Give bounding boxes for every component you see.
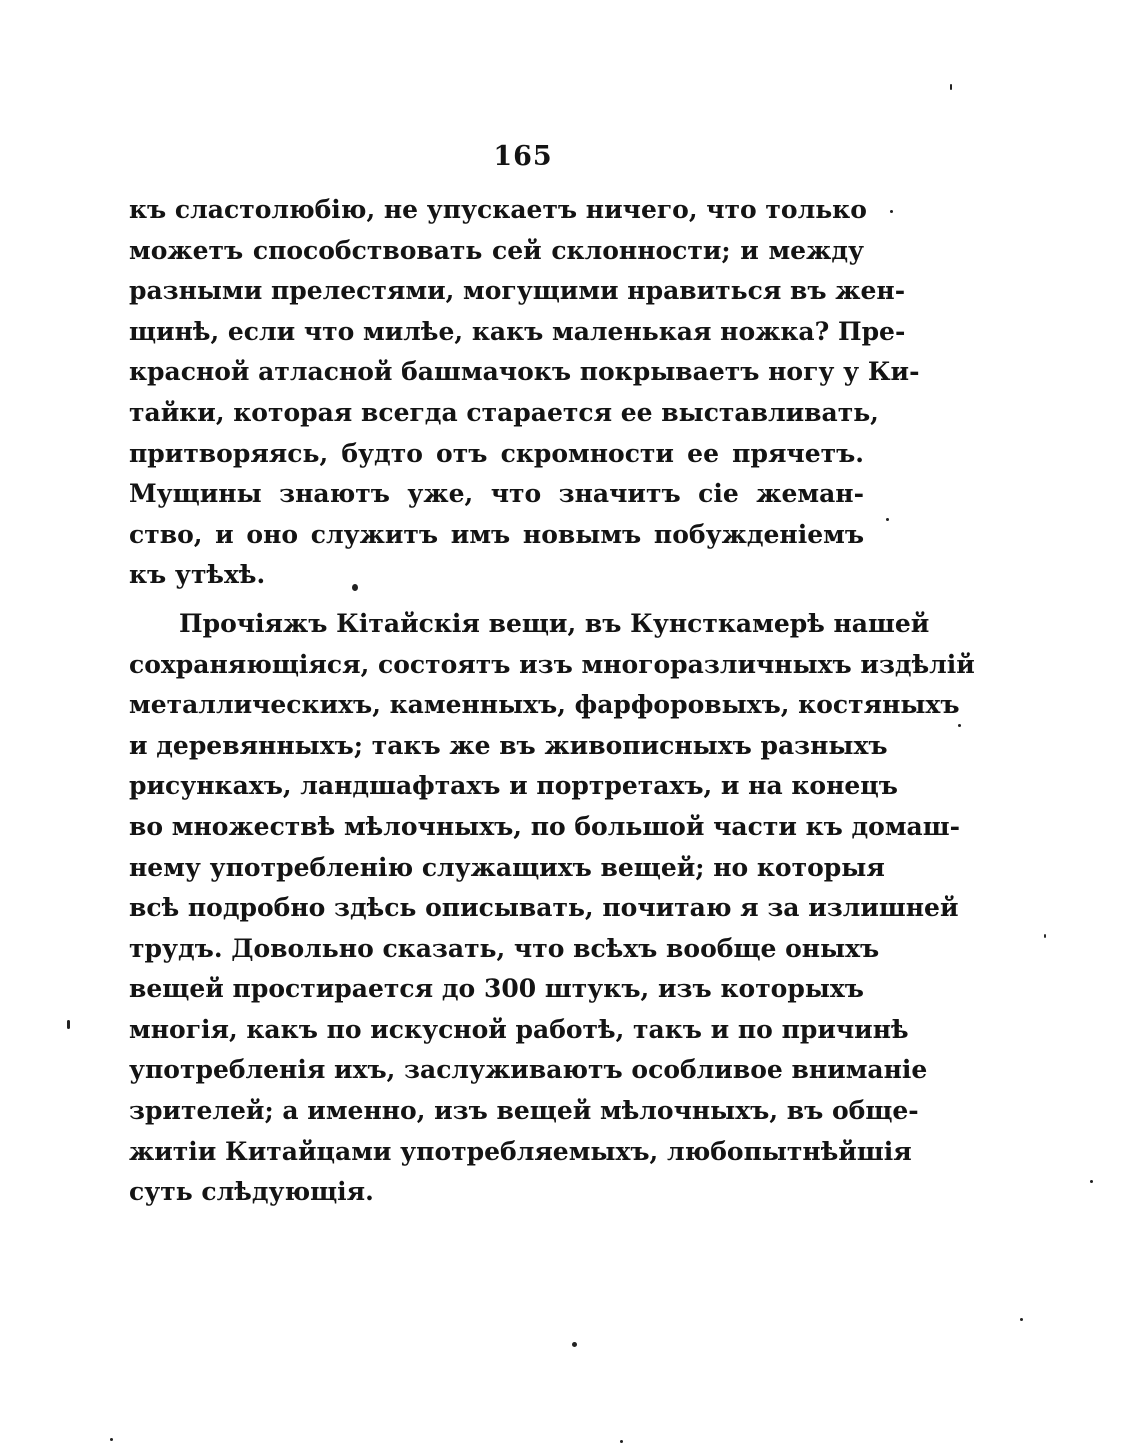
text-line: разными прелестями, могущими нравиться въ жен- [129, 276, 906, 306]
text-line: суть слѣдующія. [129, 1177, 374, 1207]
text-line: житіи Китайцами употребляемыхъ, любопытнѣйшія [129, 1136, 912, 1166]
scan-speck [352, 584, 358, 591]
text-line: зрителей; а именно, изъ вещей мѣлочныхъ, въ обще- [129, 1096, 919, 1126]
scan-speck [572, 1342, 577, 1347]
text-line: всѣ подробно здѣсь описывать, почитаю я за излишней [129, 893, 959, 923]
text-line: металлическихъ, каменныхъ, фарфоровыхъ, костяныхъ [129, 690, 960, 720]
text-line: нему употребленію служащихъ вещей; но которыя [129, 852, 885, 882]
scan-speck [890, 210, 893, 213]
paragraph-2 [129, 604, 975, 1213]
text-line: ство, и оно служитъ имъ новымъ побужденіемъ [129, 519, 864, 549]
text-line: вещей простирается до 300 штукъ, изъ которыхъ [129, 974, 864, 1004]
scan-speck [1020, 1318, 1023, 1321]
paragraph-gap [129, 596, 864, 604]
text-line: притворяясь, будто отъ скромности ее прячетъ. [129, 438, 864, 468]
scan-speck [67, 1020, 70, 1029]
text-line: трудъ. Довольно сказать, что всѣхъ вообще оныхъ [129, 933, 880, 963]
text-line: Прочіяжъ Кітайскія вещи, въ Кунсткамерѣ нашей [179, 608, 930, 638]
scan-speck [620, 1440, 623, 1443]
text-line: во множествѣ мѣлочныхъ, по большой части къ домаш- [129, 811, 960, 841]
text-line: къ утѣхѣ. [129, 560, 266, 590]
scan-speck [1090, 1180, 1093, 1183]
scan-speck [950, 84, 952, 90]
text-line: можетъ способствовать сей склонности; и между [129, 235, 864, 265]
text-line: щинѣ, если что милѣе, какъ маленькая ножка? Пре- [129, 316, 906, 346]
paragraph-1 [129, 190, 920, 596]
text-line: красной атласной башмачокъ покрываетъ ногу у Ки- [129, 357, 920, 387]
scan-speck [886, 518, 889, 521]
text-line: къ сластолюбію, не упускаетъ ничего, что только [129, 195, 867, 224]
text-line: многія, какъ по искусной работѣ, такъ и по причинѣ [129, 1014, 909, 1044]
text-line: употребленія ихъ, заслуживаютъ особливое вниманіе [129, 1055, 928, 1085]
body-text [129, 190, 975, 1213]
scan-speck [958, 724, 961, 727]
text-line: и деревянныхъ; такъ же въ живописныхъ разныхъ [129, 730, 888, 760]
text-line: тайки, которая всегда старается ее выставливать, [129, 397, 879, 427]
text-line: Мущины знаютъ уже, что значитъ сіе жеман- [129, 479, 864, 509]
page-number: 165 [493, 141, 553, 172]
text-line: сохраняющіяся, состоятъ изъ многоразличныхъ издѣлій [129, 649, 975, 679]
scan-speck [1044, 934, 1046, 938]
text-line: рисункахъ, ландшафтахъ и портретахъ, и на конецъ [129, 771, 898, 801]
scan-speck [110, 1438, 113, 1441]
